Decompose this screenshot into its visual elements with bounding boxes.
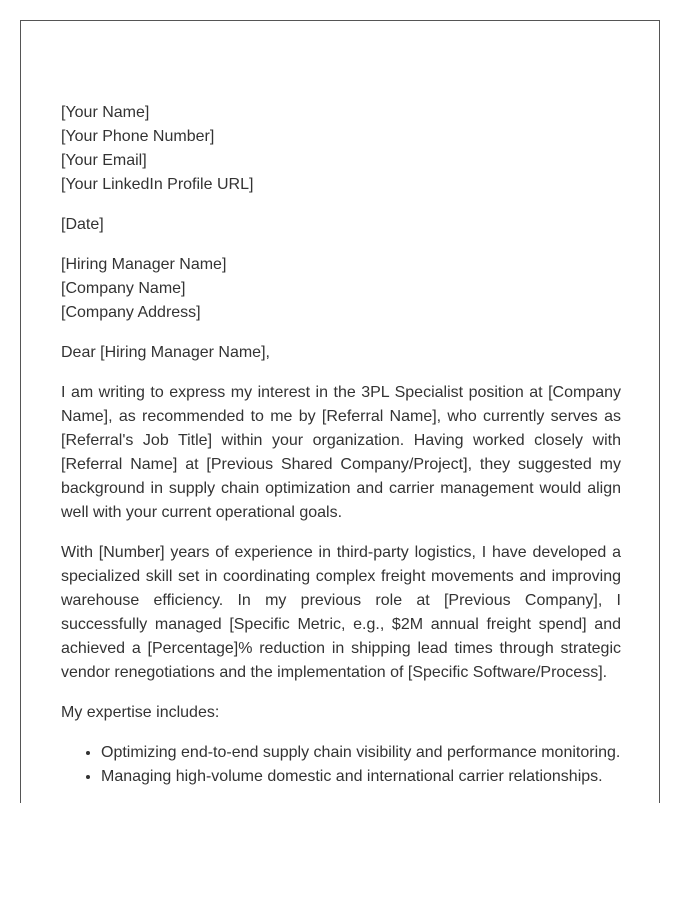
sender-linkedin: [Your LinkedIn Profile URL] [61, 176, 254, 193]
sender-phone: [Your Phone Number] [61, 128, 215, 145]
recipient-block [61, 253, 621, 325]
expertise-list [61, 741, 621, 789]
sender-contact-block [61, 101, 621, 197]
paragraph-expertise-intro: My expertise includes: [61, 704, 220, 721]
expertise-item: • Managing high-volume domestic and international carrier relationships. [101, 765, 621, 789]
paragraph-experience: With [Number] years of experience in third-party logistics, I have developed a specialized skill set in coordinating complex freight movements and improving warehouse efficiency. In my previous role at [Previous Company], I successfully managed [Specific Metric, e.g., $2M annual freight spend] and achieved a [Percentage]% reduction in shipping lead times through strategic vendor renegotiations and the implementation of [Specific Software/Process]. [61, 544, 621, 681]
expertise-item: • Optimizing end-to-end supply chain visibility and performance monitoring. [101, 741, 621, 765]
salutation: Dear [Hiring Manager Name], [61, 344, 270, 361]
recipient-company: [Company Name] [61, 280, 186, 297]
letter-date [61, 213, 621, 237]
recipient-address: [Company Address] [61, 304, 201, 321]
paragraph-intro: I am writing to express my interest in the 3PL Specialist position at [Company Name], as recommended to me by [Referral Name], who currently serves as [Referral's Job Title] within your organization. Having worked closely with [Referral Name] at [Previous Shared Company/Project], they suggested my background in supply chain optimization and carrier management would align well with your current operational goals. [61, 384, 621, 521]
recipient-manager: [Hiring Manager Name] [61, 256, 227, 273]
letter-page [20, 20, 660, 803]
date-text: [Date] [61, 216, 104, 233]
sender-email: [Your Email] [61, 152, 147, 169]
letter-body [61, 101, 621, 789]
sender-name: [Your Name] [61, 104, 150, 121]
